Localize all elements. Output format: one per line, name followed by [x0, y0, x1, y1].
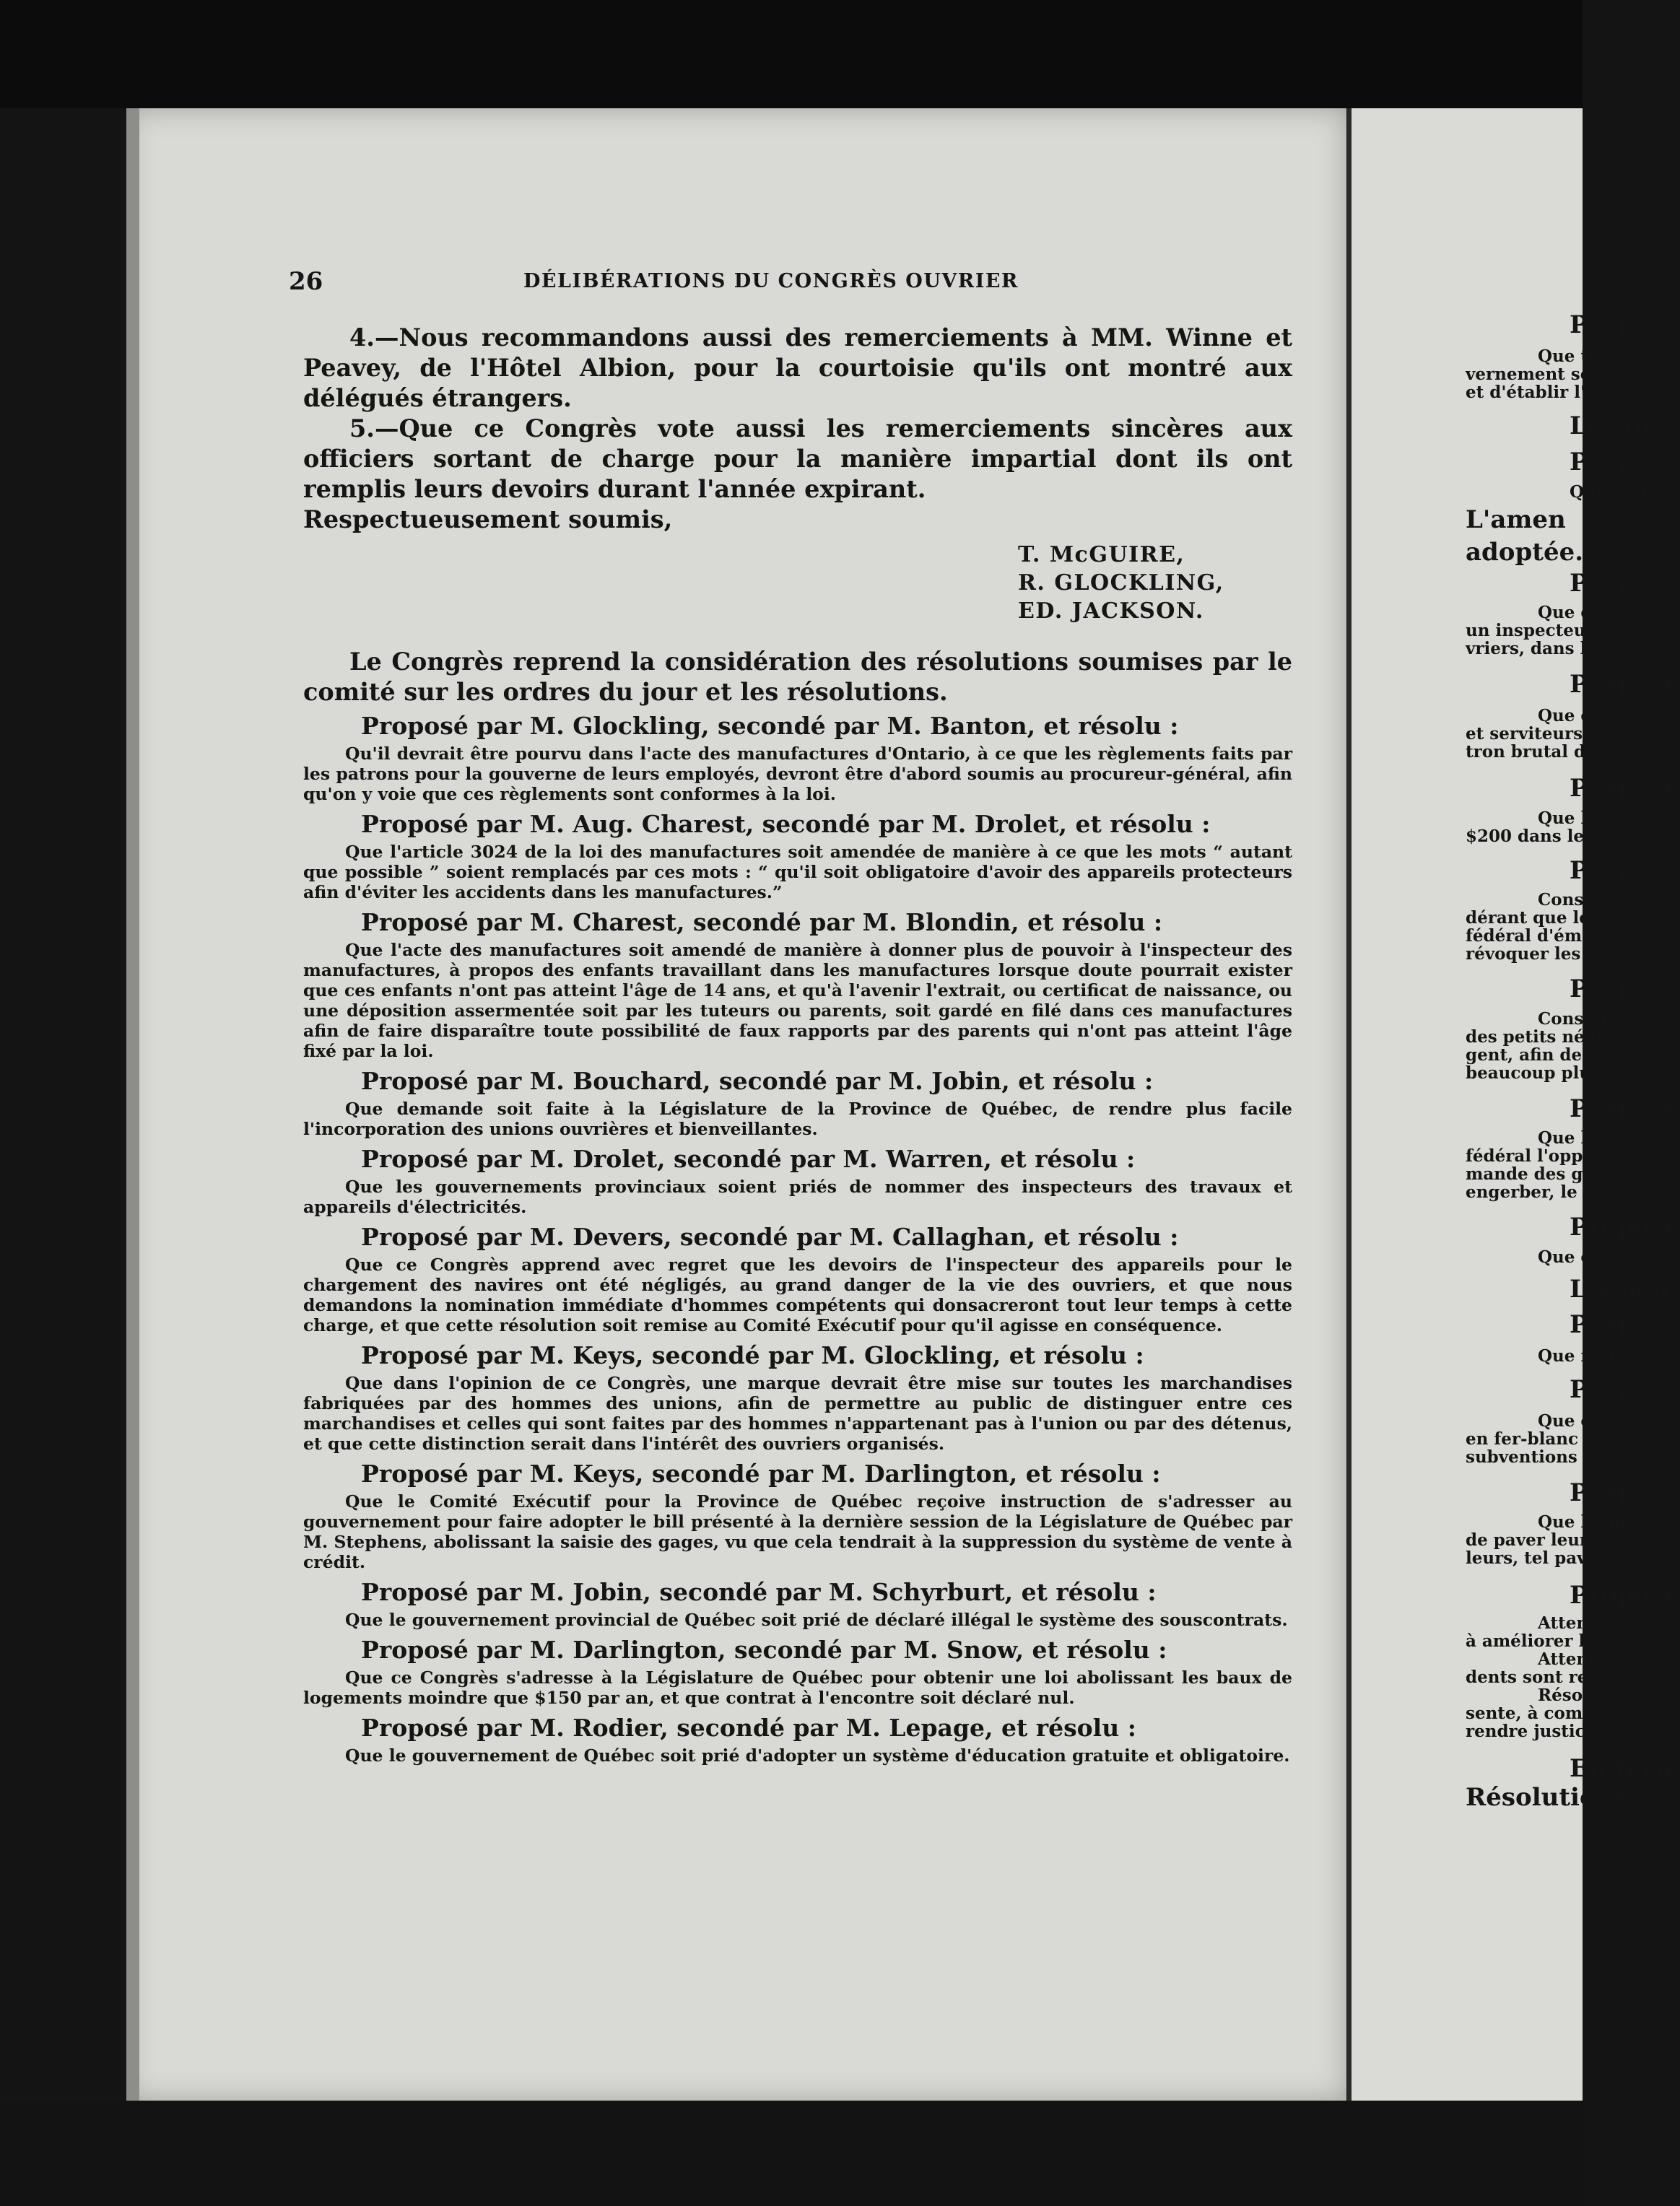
motion-heading: Proposé par M. Keys, secondé par M. Darlington, et résolu :	[361, 1460, 1161, 1488]
motion-heading: Proposé par M. Rodier, secondé par M. Lepage, et résolu :	[361, 1714, 1136, 1742]
signature-glockling: R. GLOCKLING,	[1018, 570, 1224, 596]
motion-text: Que l'article 3024 de la loi des manufactures soit amendée de manière à ce que les mots “ autant que possible ” soient remplacés par ces mots : “ qu'il soit obligatoire d'avoir des appareils protecteurs afin d'éviter les accidents dans les manufactures.”	[303, 842, 1292, 902]
right-page-line: Que la lég	[1538, 808, 1632, 828]
right-page-line: Que dema	[1538, 603, 1632, 622]
motion-heading: Proposé par M. Drolet, secondé par M. Warren, et résolu :	[361, 1145, 1136, 1173]
right-page-line: rendre justice.	[1466, 1722, 1602, 1741]
motion-heading: Proposé par M. Darlington, secondé par M. Snow, et résolu :	[361, 1636, 1167, 1664]
right-page-line: fédéral d'émet	[1466, 926, 1601, 946]
motion-text: Que le Comité Exécutif pour la Province de Québec reçoive instruction de s'adresser au gouvernement pour faire adopter le bill présenté à la dernière session de la Législature de Québec par M. Stephens, abolissant la saisie des gages, vu que cela tendrait à la suppression du système de vente à crédit.	[303, 1491, 1292, 1572]
paragraph-5: 5.—Que ce Congrès vote aussi les remerciements sincères aux officiers sortant de charge pour la manière impartial dont ils ont remplis leurs devoirs durant l'année expirant.	[303, 414, 1292, 503]
motion-heading: Proposé par M. Keys, secondé par M. Glockling, et résolu :	[361, 1341, 1144, 1369]
right-page-line: subventions d	[1466, 1447, 1595, 1467]
motion-heading: Proposé par M. Glockling, secondé par M. Banton, et résolu :	[361, 712, 1179, 740]
right-page-line: Propose	[1570, 1213, 1680, 1242]
motion-text: Que l'acte des manufactures soit amendé de manière à donner plus de pouvoir à l'inspecteur des manufactures, à propos des enfants travaillant dans les manufactures lorsque doute pourrait exister que ces enfants n'ont pas atteint l'âge de 14 ans, et qu'à l'avenir l'extrait, ou certificat de naissance, ou une déposition assermentée soit par les tuteurs ou parents, soit gardé en filé dans ces manufactures afin de faire disparaître toute possibilité de faux rapports par des parents qui n'ont pas atteint l'âge fixé par la loi.	[303, 940, 1292, 1061]
right-page-line: fédéral l'oppo	[1466, 1146, 1594, 1166]
scan-background-bottom	[0, 2101, 1583, 2206]
motion-text: Que le gouvernement provincial de Québec soit prié de déclaré illégal le système des souscontrats.	[345, 1610, 1288, 1630]
page-number: 26	[289, 267, 323, 296]
right-page-line: Que ce Co	[1538, 1247, 1632, 1267]
right-page-line: L'amen	[1466, 505, 1566, 534]
motion-text: Que le gouvernement de Québec soit prié d'adopter un système d'éducation gratuite et obligatoire.	[345, 1745, 1290, 1766]
right-page-line: Propose	[1570, 670, 1680, 699]
motion-text: Que dans l'opinion de ce Congrès, une marque devrait être mise sur toutes les marchandises fabriquées par des hommes des unions, afin de permettre au public de distinguer entre ces marchandises et celles qui sont faites par des hommes n'appartenant pas à l'union ou par des détenus, et que cette distinction serait dans l'intérêt des ouvriers organisés.	[303, 1373, 1292, 1454]
right-page-line: sente, à comba	[1466, 1704, 1606, 1723]
right-page-line: $200 dans les v	[1466, 827, 1609, 846]
right-page-line: Attendu	[1538, 1613, 1612, 1633]
right-page-line: un inspecteur	[1466, 621, 1595, 640]
right-page-line: mande des gra	[1466, 1164, 1603, 1184]
motion-text: Que ce Congrès s'adresse à la Législature de Québec pour obtenir une loi abolissant les baux de logements moindre que $150 par an, et que contrat à l'encontre soit déclaré nul.	[303, 1667, 1292, 1708]
motion-heading: Proposé par M. Charest, secondé par M. Blondin, et résolu :	[361, 908, 1162, 936]
right-page-line: Que le m	[1570, 482, 1653, 502]
right-page-line: Considéra	[1538, 890, 1632, 910]
right-page-line: Propos	[1570, 448, 1665, 476]
signatures	[1018, 541, 1292, 625]
right-page-line: vriers, dans le	[1466, 639, 1597, 658]
congress-paragraph: Le Congrès reprend la considération des résolutions soumises par le comité sur les ordres du jour et les résolutions.	[303, 648, 1292, 706]
right-page-line: de paver leurs	[1466, 1530, 1598, 1550]
right-page-line: Considéra	[1538, 1009, 1632, 1029]
right-page-line: Attendu	[1538, 1649, 1612, 1669]
scan-background-top	[0, 0, 1583, 108]
right-page-line: dérant que le g	[1466, 908, 1607, 928]
closing-line: Respectueusement soumis,	[303, 505, 673, 533]
right-page-line: Que nous	[1538, 1346, 1626, 1366]
signature-jackson: ED. JACKSON.	[1018, 598, 1204, 624]
right-page-line: Propose	[1570, 1375, 1680, 1404]
right-page-line: En tern	[1570, 1754, 1673, 1783]
right-page-line: beaucoup plus	[1466, 1063, 1601, 1083]
right-page-line: Résolutions	[1466, 1783, 1628, 1812]
right-page	[1352, 108, 1680, 2101]
right-page-line: Propos	[1570, 569, 1665, 598]
right-page-line: et d'établir l'é	[1466, 383, 1596, 402]
right-page-line: Que le go	[1538, 1512, 1627, 1532]
page-header	[289, 267, 1292, 296]
right-page-line: Propose	[1570, 975, 1680, 1003]
right-page-line: Résolu, qu	[1538, 1686, 1637, 1705]
right-page-line: adoptée.	[1466, 538, 1584, 567]
right-page-line: vernement soit	[1466, 365, 1606, 384]
right-page-line: Le vote	[1570, 411, 1669, 440]
right-page-line: Que le Co	[1538, 1128, 1628, 1148]
right-page-line: Propos	[1570, 856, 1665, 885]
motion-text: Que ce Congrès apprend avec regret que les devoirs de l'inspecteur des appareils pour le chargement des navires ont été négligés, au grand danger de la vie des ouvriers, et que nous demandons la nomination immédiate d'hommes compétents qui donsacreront tout leur temps à cette charge, et que cette résolution soit remise au Comité Exécutif pour qu'il agisse en conséquence.	[303, 1255, 1292, 1335]
spacer	[303, 625, 1292, 647]
right-page-line: Que tous	[1538, 346, 1622, 366]
motion-text: Que les gouvernements provinciaux soient priés de nommer des inspecteurs des travaux et appareils d'électricités.	[303, 1177, 1292, 1217]
right-page-line: engerber, le fil	[1466, 1182, 1602, 1202]
motion-heading: Proposé par M. Aug. Charest, secondé par M. Drolet, et résolu :	[361, 810, 1211, 838]
right-page-line: Propos	[1570, 1310, 1665, 1339]
right-page-line: leurs, tel pava	[1466, 1548, 1598, 1568]
motion-text: Que demande soit faite à la Législature de la Province de Québec, de rendre plus facile l'incorporation des unions ouvrières et bienveillantes.	[303, 1099, 1292, 1139]
motion-heading: Proposé par M. Bouchard, secondé par M. Jobin, et résolu :	[361, 1067, 1154, 1095]
right-page-line: à améliorer le	[1466, 1631, 1596, 1651]
running-head: DÉLIBÉRATIONS DU CONGRÈS OUVRIER	[523, 270, 1019, 292]
motion-heading: Proposé par M. Devers, secondé par M. Callaghan, et résolu :	[361, 1223, 1179, 1251]
right-page-line: des petits négo	[1466, 1027, 1608, 1047]
right-page-line: dents sont rest	[1466, 1667, 1605, 1687]
right-page-line: tron brutal de	[1466, 742, 1596, 762]
right-page-line: L'amen	[1570, 1275, 1670, 1304]
page-edge	[126, 108, 139, 2101]
main-text	[303, 323, 1292, 1771]
paragraph-4: 4.—Nous recommandons aussi des remerciements à MM. Winne et Peavey, de l'Hôtel Albion, pour la courtoisie qu'ils ont montré aux délégués étrangers.	[303, 323, 1292, 412]
right-page-line: révoquer les cl	[1466, 944, 1603, 964]
motion-heading: Proposé par M. Jobin, secondé par M. Schyrburt, et résolu :	[361, 1578, 1157, 1606]
right-page-line: Que ce Co	[1538, 1411, 1632, 1431]
right-page-line: Propose	[1570, 1094, 1680, 1123]
right-page-line: Que ce Co	[1538, 706, 1632, 725]
right-page-line: Propose	[1570, 774, 1680, 803]
motion-text: Qu'il devrait être pourvu dans l'acte des manufactures d'Ontario, à ce que les règlements faits par les patrons pour la gouverne de leurs employés, devront être d'abord soumis au procureur-général, afin qu'on y voie que ces règlements sont conformes à la loi.	[303, 744, 1292, 804]
signature-mcguire: T. McGUIRE,	[1018, 542, 1185, 567]
right-page-line: Propos	[1570, 310, 1665, 339]
right-page-line: Propos	[1570, 1478, 1665, 1507]
right-page-line: et serviteurs, t	[1466, 724, 1602, 744]
right-page-line: en fer-blanc d	[1466, 1429, 1596, 1449]
right-page-line: Propose	[1570, 1581, 1680, 1610]
right-page-line: gent, afin de pe	[1466, 1045, 1610, 1065]
